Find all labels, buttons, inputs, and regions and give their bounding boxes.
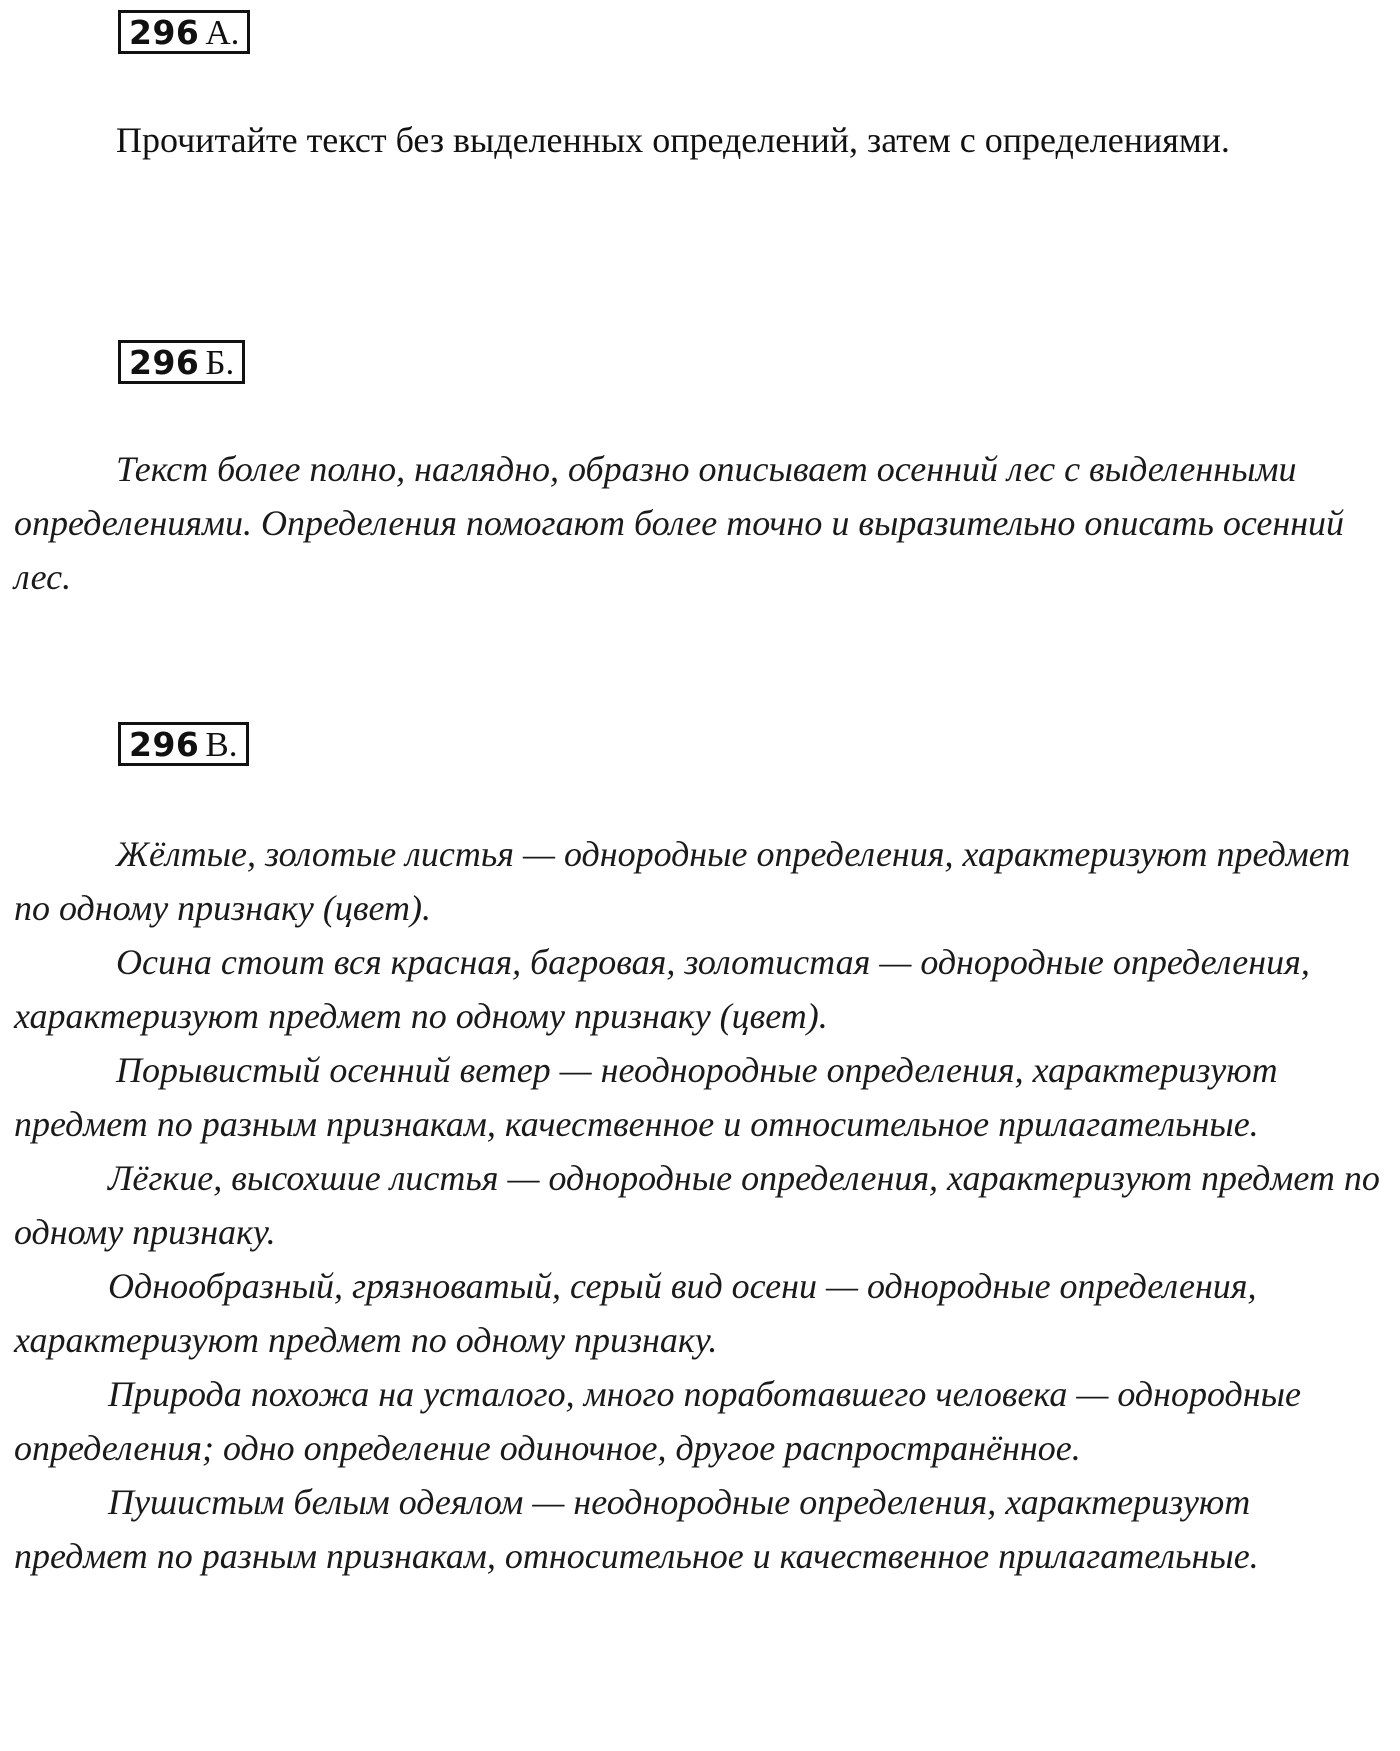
section-b-text [14, 442, 1386, 604]
section-a-text [14, 113, 1386, 167]
paragraph: Текст более полно, наглядно, образно описывает осенний лес с выделенными определениями. Определения помогают более точно и выразительно описать осенний лес. [14, 449, 1345, 597]
exercise-number: 296 [129, 342, 200, 382]
paragraph: Порывистый осенний ветер — неоднородные определения, характеризуют предмет по разным признакам, качественное и относительное прилагательные. [14, 1050, 1278, 1144]
exercise-letter: А. [205, 12, 240, 52]
exercise-number: 296 [129, 12, 200, 52]
paragraph: Однообразный, грязноватый, серый вид осени — однородные определения, характеризуют предмет по одному признаку. [14, 1266, 1257, 1360]
exercise-letter: В. [205, 724, 238, 764]
paragraph: Пушистым белым одеялом — неоднородные определения, характеризуют предмет по разным признакам, относительное и качественное прилагательные. [14, 1482, 1259, 1576]
paragraph: Лёгкие, высохшие листья — однородные определения, характеризуют предмет по одному признаку. [14, 1158, 1380, 1252]
paragraph: Природа похожа на усталого, много поработавшего человека — однородные определения; одно определение одиночное, другое распространённое. [14, 1374, 1301, 1468]
exercise-number-badge-a [118, 10, 250, 54]
section-c-text [14, 827, 1386, 1583]
paragraph: Прочитайте текст без выделенных определений, затем с определениями. [116, 120, 1230, 160]
exercise-number-badge-c [118, 722, 249, 766]
paragraph: Осина стоит вся красная, багровая, золотистая — однородные определения, характеризуют предмет по одному признаку (цвет). [14, 942, 1310, 1036]
exercise-number: 296 [129, 724, 200, 764]
paragraph: Жёлтые, золотые листья — однородные определения, характеризуют предмет по одному признаку (цвет). [14, 834, 1351, 928]
exercise-number-badge-b [118, 340, 245, 384]
exercise-letter: Б. [205, 342, 235, 382]
